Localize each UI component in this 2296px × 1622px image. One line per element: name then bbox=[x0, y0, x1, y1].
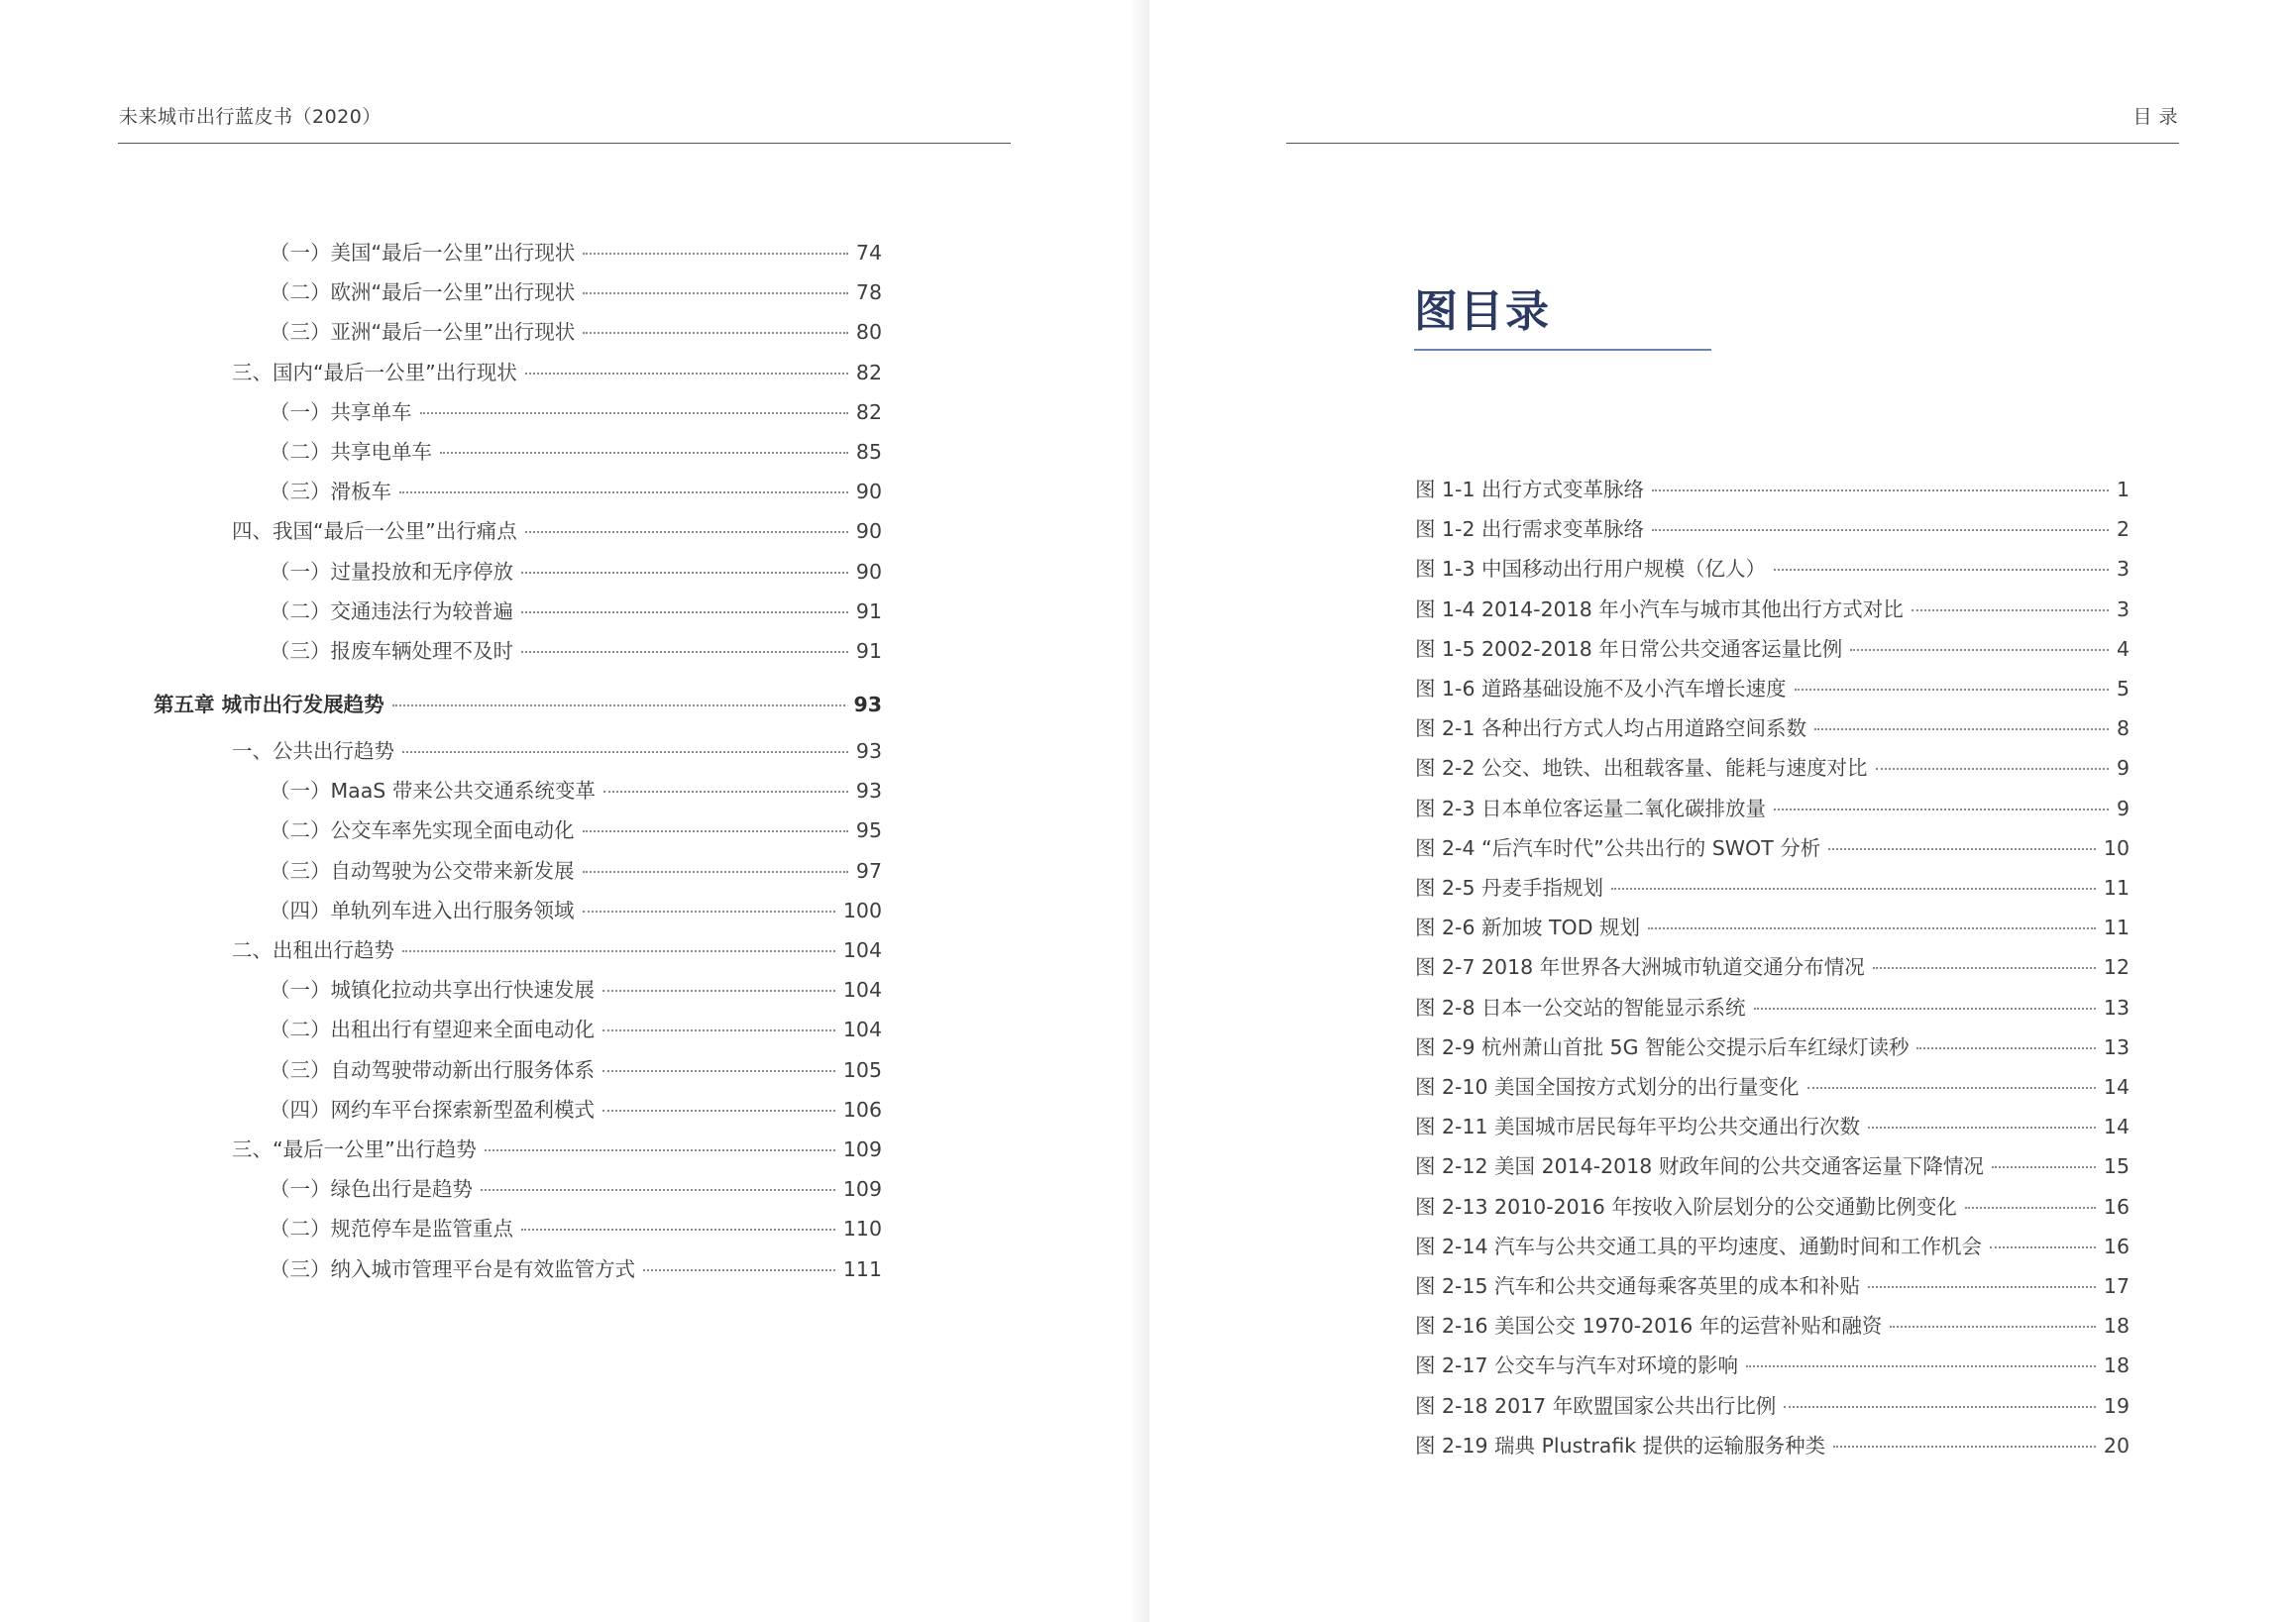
toc-entry-label: 四、我国“最后一公里”出行痛点 bbox=[232, 519, 517, 544]
dot-leader bbox=[521, 1229, 835, 1231]
dot-leader bbox=[1652, 489, 2109, 491]
toc-entry-label: 图 2-11 美国城市居民每年平均公共交通出行次数 bbox=[1415, 1115, 1861, 1139]
toc-entry bbox=[1415, 1429, 2130, 1459]
dot-leader bbox=[602, 990, 835, 992]
toc-entry-label: （一）共享单车 bbox=[270, 399, 412, 424]
page-number: 14 bbox=[2103, 1075, 2130, 1099]
running-head-section: 目 录 bbox=[2132, 106, 2178, 128]
toc-entry bbox=[270, 395, 882, 425]
page-number: 20 bbox=[2103, 1433, 2130, 1458]
dot-leader bbox=[643, 1269, 835, 1271]
toc-entry bbox=[1415, 1070, 2130, 1100]
toc-entry bbox=[270, 1172, 882, 1202]
dot-leader bbox=[402, 950, 835, 952]
toc-entry bbox=[1415, 1309, 2130, 1339]
page-number: 106 bbox=[842, 1097, 882, 1122]
page-number: 3 bbox=[2116, 557, 2130, 582]
dot-leader bbox=[1774, 569, 2109, 571]
toc-entry-label: （二）出租出行有望迎来全面电动化 bbox=[270, 1018, 595, 1042]
page-number: 97 bbox=[855, 858, 882, 883]
dot-leader bbox=[420, 412, 848, 414]
toc-entry-label: （二）交通违法行为较普遍 bbox=[270, 598, 513, 623]
toc-entry-label: （三）自动驾驶带动新出行服务体系 bbox=[270, 1057, 595, 1082]
toc-entry-label: 三、“最后一公里”出行趋势 bbox=[232, 1137, 477, 1161]
header-rule bbox=[118, 143, 1011, 144]
page-number: 9 bbox=[2116, 796, 2130, 820]
dot-leader bbox=[485, 1149, 835, 1151]
toc-entry-label: 图 1-5 2002-2018 年日常公共交通客运量比例 bbox=[1415, 636, 1843, 661]
toc-entry bbox=[1415, 871, 2130, 901]
toc-entry-label: 图 2-17 公交车与汽车对环境的影响 bbox=[1415, 1353, 1739, 1378]
toc-entry bbox=[154, 688, 882, 717]
page-number: 9 bbox=[2116, 756, 2130, 781]
dot-leader bbox=[1814, 728, 2109, 730]
page-number: 105 bbox=[842, 1057, 882, 1082]
toc-entry bbox=[270, 894, 882, 923]
toc-entry bbox=[232, 734, 882, 764]
page-number: 104 bbox=[842, 978, 882, 1003]
toc-entry-label: （二）规范停车是监管重点 bbox=[270, 1217, 513, 1242]
dot-leader bbox=[1916, 1047, 2095, 1049]
page-number: 4 bbox=[2116, 636, 2130, 661]
dot-leader bbox=[525, 373, 848, 375]
page-number: 95 bbox=[855, 818, 882, 843]
toc-entry bbox=[1415, 1190, 2130, 1220]
dot-leader bbox=[1992, 1166, 2096, 1168]
dot-leader bbox=[1873, 967, 2096, 969]
dot-leader bbox=[583, 830, 848, 832]
toc-entry-label: 图 2-18 2017 年欧盟国家公共出行比例 bbox=[1415, 1393, 1777, 1418]
toc-entry bbox=[270, 634, 882, 664]
toc-entry-label: 图 2-12 美国 2014-2018 财政年间的公共交通客运量下降情况 bbox=[1415, 1154, 1984, 1179]
toc-entry-label: 图 2-10 美国全国按方式划分的出行量变化 bbox=[1415, 1075, 1800, 1099]
toc-entry-label: 图 1-4 2014-2018 年小汽车与城市其他出行方式对比 bbox=[1415, 596, 1904, 621]
page-number: 12 bbox=[2103, 955, 2130, 980]
page-number: 10 bbox=[2103, 835, 2130, 860]
toc-entry bbox=[270, 1053, 882, 1083]
toc-entry bbox=[1415, 950, 2130, 980]
toc-entry-label: （三）纳入城市管理平台是有效监管方式 bbox=[270, 1256, 635, 1281]
dot-leader bbox=[583, 332, 848, 334]
toc-entry-label: 图 2-7 2018 年世界各大洲城市轨道交通分布情况 bbox=[1415, 955, 1865, 980]
toc-entry bbox=[270, 275, 882, 305]
toc-entry bbox=[270, 315, 882, 345]
toc-entry-label: 图 2-6 新加坡 TOD 规划 bbox=[1415, 916, 1640, 940]
dot-leader bbox=[583, 253, 848, 255]
page-number: 2 bbox=[2116, 517, 2130, 542]
dot-leader bbox=[1890, 1326, 2096, 1328]
dot-leader bbox=[1746, 1365, 2096, 1367]
dot-leader bbox=[1833, 1446, 2096, 1448]
dot-leader bbox=[602, 1029, 835, 1031]
page-number: 5 bbox=[2116, 677, 2130, 701]
dot-leader bbox=[481, 1189, 835, 1191]
dot-leader bbox=[1965, 1207, 2096, 1209]
page-number: 82 bbox=[855, 399, 882, 424]
toc-entry-label: 图 2-5 丹麦手指规划 bbox=[1415, 876, 1604, 900]
dot-leader bbox=[1648, 927, 2096, 929]
page-number: 104 bbox=[842, 938, 882, 962]
page-number: 90 bbox=[855, 480, 882, 504]
dot-leader bbox=[1807, 1087, 2096, 1089]
page-number: 13 bbox=[2103, 1034, 2130, 1059]
page-number: 16 bbox=[2103, 1234, 2130, 1258]
toc-entry bbox=[1415, 751, 2130, 781]
toc-entry bbox=[1415, 512, 2130, 542]
toc-entry-label: （二）共享电单车 bbox=[270, 440, 432, 464]
page-number: 74 bbox=[855, 241, 882, 265]
toc-entry-label: 图 1-3 中国移动出行用户规模（亿人） bbox=[1415, 557, 1767, 582]
toc-entry-label: （三）亚洲“最后一公里”出行现状 bbox=[270, 320, 576, 345]
page-number: 19 bbox=[2103, 1393, 2130, 1418]
dot-leader bbox=[1912, 609, 2109, 611]
dot-leader bbox=[1652, 529, 2109, 531]
toc-entry-label: （二）欧洲“最后一公里”出行现状 bbox=[270, 280, 576, 305]
dot-leader bbox=[1850, 649, 2109, 651]
page-number: 90 bbox=[855, 519, 882, 544]
toc-entry-label: 图 2-19 瑞典 Plustrafik 提供的运输服务种类 bbox=[1415, 1433, 1826, 1458]
page-number: 18 bbox=[2103, 1314, 2130, 1339]
toc-entry bbox=[1415, 1389, 2130, 1419]
running-head-book-title: 未来城市出行蓝皮书（2020） bbox=[119, 106, 382, 128]
page-number: 93 bbox=[855, 779, 882, 804]
toc-entry-label: （三）报废车辆处理不及时 bbox=[270, 639, 513, 663]
page-number: 110 bbox=[842, 1217, 882, 1242]
toc-entry bbox=[1415, 991, 2130, 1021]
toc-entry bbox=[270, 813, 882, 843]
toc-entry bbox=[232, 356, 882, 385]
dot-leader bbox=[583, 911, 835, 913]
title-underline bbox=[1414, 349, 1711, 351]
toc-entry bbox=[1415, 831, 2130, 861]
toc-entry bbox=[1415, 1269, 2130, 1299]
toc-entry bbox=[1415, 473, 2130, 502]
toc-entry bbox=[1415, 672, 2130, 702]
toc-entry bbox=[270, 774, 882, 804]
page-number: 91 bbox=[855, 598, 882, 623]
toc-entry-label: 图 2-9 杭州萧山首批 5G 智能公交提示后车红绿灯读秒 bbox=[1415, 1034, 1910, 1059]
page-number: 109 bbox=[842, 1177, 882, 1202]
toc-entry-label: 图 2-13 2010-2016 年按收入阶层划分的公交通勤比例变化 bbox=[1415, 1194, 1957, 1219]
dot-leader bbox=[1784, 1406, 2096, 1408]
figure-list-title: 图目录 bbox=[1414, 286, 1551, 337]
toc-entry bbox=[1415, 593, 2130, 622]
dot-leader bbox=[1795, 689, 2109, 691]
toc-entry-label: 图 2-8 日本一公交站的智能显示系统 bbox=[1415, 995, 1746, 1020]
dot-leader bbox=[1828, 848, 2096, 850]
toc-entry-label: （一）美国“最后一公里”出行现状 bbox=[270, 241, 576, 265]
page-number: 100 bbox=[842, 898, 882, 922]
toc-entry bbox=[1415, 1030, 2130, 1060]
toc-entry-label: 图 2-1 各种出行方式人均占用道路空间系数 bbox=[1415, 716, 1807, 741]
dot-leader bbox=[583, 292, 848, 294]
header-rule bbox=[1286, 143, 2179, 144]
toc-entry bbox=[270, 1013, 882, 1042]
page-number: 3 bbox=[2116, 596, 2130, 621]
dot-leader bbox=[603, 791, 848, 793]
toc-entry bbox=[270, 435, 882, 465]
dot-leader bbox=[583, 871, 848, 873]
toc-entry bbox=[270, 1212, 882, 1242]
page-number: 16 bbox=[2103, 1194, 2130, 1219]
toc-entry-label: 图 1-6 道路基础设施不及小汽车增长速度 bbox=[1415, 677, 1787, 701]
dot-leader bbox=[440, 452, 848, 454]
toc-entry-label: 图 2-2 公交、地铁、出租载客量、能耗与速度对比 bbox=[1415, 756, 1868, 781]
dot-leader bbox=[525, 531, 848, 533]
page-number: 17 bbox=[2103, 1274, 2130, 1298]
toc-entry-label: 三、国内“最后一公里”出行现状 bbox=[232, 360, 517, 384]
toc-entry-label: （一）绿色出行是趋势 bbox=[270, 1177, 473, 1202]
page-number: 11 bbox=[2103, 916, 2130, 940]
toc-entry-label: 图 2-3 日本单位客运量二氧化碳排放量 bbox=[1415, 796, 1767, 820]
dot-leader bbox=[1611, 888, 2096, 890]
page-number: 11 bbox=[2103, 876, 2130, 900]
toc-entry bbox=[232, 1133, 882, 1162]
toc-entry bbox=[1415, 711, 2130, 741]
toc-entry bbox=[1415, 1149, 2130, 1179]
dot-leader bbox=[1868, 1286, 2096, 1288]
toc-entry bbox=[232, 933, 882, 963]
dot-leader bbox=[402, 751, 848, 753]
page-number: 111 bbox=[842, 1256, 882, 1281]
toc-entry bbox=[270, 973, 882, 1003]
dot-leader bbox=[521, 651, 848, 653]
toc-entry-label: （一）MaaS 带来公共交通系统变革 bbox=[270, 779, 596, 804]
toc-entry-label: 图 1-2 出行需求变革脉络 bbox=[1415, 517, 1645, 542]
dot-leader bbox=[602, 1070, 835, 1072]
toc-entry-label: 二、出租出行趋势 bbox=[232, 938, 394, 962]
toc-entry-label: （一）城镇化拉动共享出行快速发展 bbox=[270, 978, 595, 1003]
dot-leader bbox=[399, 491, 848, 493]
page-number: 14 bbox=[2103, 1115, 2130, 1139]
page-number: 90 bbox=[855, 559, 882, 584]
dot-leader bbox=[392, 704, 846, 706]
toc-entry-label: （四）单轨列车进入出行服务领域 bbox=[270, 898, 575, 922]
page-number: 93 bbox=[855, 739, 882, 763]
dot-leader bbox=[602, 1110, 835, 1112]
page-number: 1 bbox=[2116, 478, 2130, 501]
right-page bbox=[1149, 0, 2296, 1622]
toc-entry bbox=[270, 1252, 882, 1282]
toc-entry bbox=[270, 1093, 882, 1123]
toc-entry-label: 图 2-15 汽车和公共交通每乘客英里的成本和补贴 bbox=[1415, 1274, 1861, 1298]
page-number: 80 bbox=[855, 320, 882, 345]
page-number: 109 bbox=[842, 1137, 882, 1161]
dot-leader bbox=[521, 611, 848, 613]
toc-entry bbox=[1415, 911, 2130, 940]
page-number: 78 bbox=[855, 280, 882, 305]
toc-entry-label: 图 2-14 汽车与公共交通工具的平均速度、通勤时间和工作机会 bbox=[1415, 1234, 1983, 1258]
toc-entry-label: 一、公共出行趋势 bbox=[232, 739, 394, 763]
dot-leader bbox=[1876, 768, 2109, 770]
page-number: 13 bbox=[2103, 995, 2130, 1020]
toc-entry bbox=[270, 555, 882, 585]
dot-leader bbox=[1754, 1008, 2096, 1010]
toc-entry-label: 图 1-1 出行方式变革脉络 bbox=[1415, 478, 1645, 501]
page-number: 82 bbox=[855, 360, 882, 384]
toc-entry bbox=[270, 854, 882, 884]
toc-entry bbox=[1415, 1230, 2130, 1259]
toc-entry bbox=[1415, 1110, 2130, 1139]
toc-entry-label: （四）网约车平台探索新型盈利模式 bbox=[270, 1097, 595, 1122]
toc-entry-label: 图 2-4 “后汽车时代”公共出行的 SWOT 分析 bbox=[1415, 835, 1821, 860]
toc-entry bbox=[270, 236, 882, 266]
page-number: 93 bbox=[853, 693, 882, 716]
toc-entry bbox=[270, 475, 882, 504]
page-number: 15 bbox=[2103, 1154, 2130, 1179]
toc-entry-label: （三）自动驾驶为公交带来新发展 bbox=[270, 858, 575, 883]
toc-entry-label: （三）滑板车 bbox=[270, 480, 391, 504]
page-number: 91 bbox=[855, 639, 882, 663]
dot-leader bbox=[1774, 809, 2109, 811]
page-number: 8 bbox=[2116, 716, 2130, 741]
toc-entry bbox=[1415, 552, 2130, 582]
page-number: 18 bbox=[2103, 1353, 2130, 1378]
toc-entry bbox=[270, 595, 882, 624]
page-number: 104 bbox=[842, 1018, 882, 1042]
toc-entry bbox=[1415, 632, 2130, 662]
toc-entry bbox=[1415, 1349, 2130, 1378]
dot-leader bbox=[1868, 1127, 2096, 1129]
toc-entry-label: （一）过量投放和无序停放 bbox=[270, 559, 513, 584]
toc-entry bbox=[1415, 792, 2130, 821]
dot-leader bbox=[521, 572, 848, 574]
toc-entry-label: （二）公交车率先实现全面电动化 bbox=[270, 818, 575, 843]
page-number: 85 bbox=[855, 440, 882, 464]
toc-entry-label: 图 2-16 美国公交 1970-2016 年的运营补贴和融资 bbox=[1415, 1314, 1883, 1339]
toc-entry bbox=[232, 514, 882, 544]
dot-leader bbox=[1990, 1246, 2096, 1248]
toc-entry-label: 第五章 城市出行发展趋势 bbox=[154, 693, 384, 716]
